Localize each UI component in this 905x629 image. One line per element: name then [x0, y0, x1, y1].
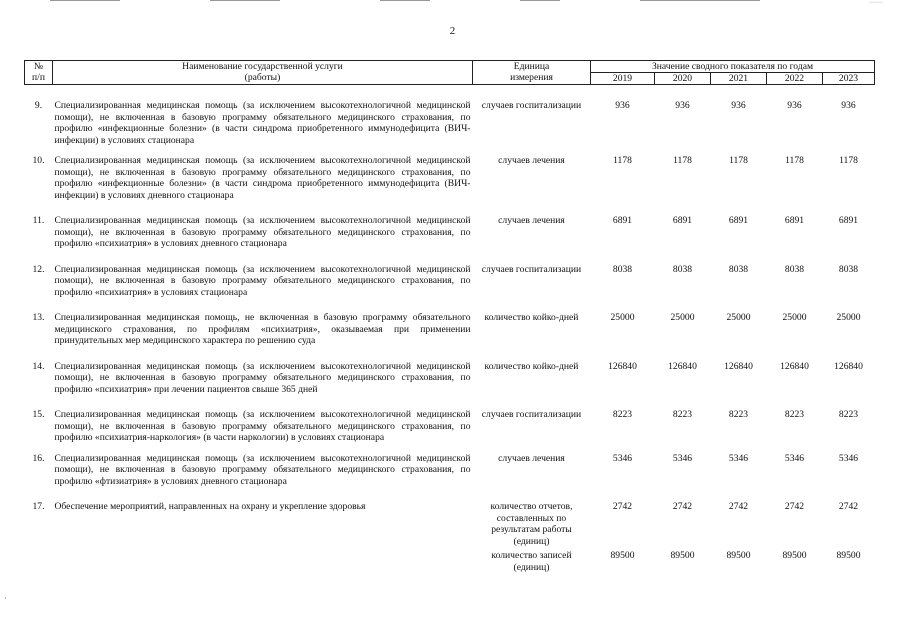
value-2019: 89500	[610, 550, 635, 561]
table-row	[25, 453, 875, 488]
value-2019: 5346	[612, 452, 633, 464]
header-year: 2023	[823, 73, 875, 85]
value-2021: 25000	[726, 312, 751, 323]
service-name: Специализированная медицинская помощь (за исключением высокотехнологичной медицинской помощи), не включенная в базовую программу обязательного медицинского страхования, по профилю «психиатрия» в условиях дневного стационара	[54, 215, 471, 249]
value-2019: 6891	[612, 215, 633, 226]
value-2023: 25000	[836, 312, 861, 323]
value-2022: 6891	[784, 215, 805, 226]
scan-edge-mark: ·······	[869, 0, 883, 6]
value-2021: 5346	[728, 452, 749, 464]
unit-of-measure: случаев госпитализации	[481, 409, 582, 420]
header-unit: Единица измерения	[473, 61, 591, 85]
value-2019: 2742	[612, 501, 633, 512]
value-2020: 1178	[673, 155, 692, 166]
unit-of-measure: количество отчетов, составленных по результатам работы (единиц)	[490, 501, 573, 547]
value-2023: 8038	[838, 263, 859, 275]
value-2022: 8038	[784, 263, 805, 275]
header-num: № п/п	[25, 61, 53, 85]
value-2022: 936	[787, 100, 802, 111]
value-2020: 8038	[672, 263, 693, 275]
value-2020: 89500	[670, 550, 695, 561]
table-header	[25, 61, 875, 85]
value-2022: 89500	[782, 550, 807, 561]
value-2021: 8038	[728, 263, 749, 275]
service-name: Специализированная медицинская помощь, не включенная в базовую программу обязательного медицинского страхования, по профилям «психиатрия», оказываемая при применении принудительных мер медицинского характера по решению суда	[54, 312, 471, 346]
table-row	[25, 361, 875, 396]
table-row	[25, 155, 875, 201]
services-table	[24, 60, 875, 573]
header-name: Наименование государственной услуги (работы)	[53, 61, 473, 85]
value-2019: 936	[615, 100, 630, 111]
value-2021: 1178	[729, 155, 748, 166]
header-year: 2019	[591, 73, 655, 85]
unit-of-measure: количество записей (единиц)	[491, 550, 572, 573]
scan-edge-line	[210, 0, 280, 1]
table-row	[25, 215, 875, 250]
value-2023: 1178	[839, 155, 858, 166]
unit-of-measure: количество койко-дней	[484, 312, 579, 323]
service-name: Специализированная медицинская помощь (за исключением высокотехнологичной медицинской помощи), не включенная в базовую программу обязательного медицинского страхования, по профилю «психиатрия» в условиях стационара	[54, 263, 471, 298]
value-2022: 5346	[784, 452, 805, 464]
value-2019: 1178	[613, 155, 632, 166]
row-number: 11.	[32, 215, 45, 226]
scan-dot: ·	[4, 594, 7, 603]
service-name: Специализированная медицинская помощь (за исключением высокотехнологичной медицинской помощи), не включенная в базовую программу обязательного медицинского страхования, по профилю «инфекционные болезни» (в части синдрома приобретенного иммунодефицита (ВИЧ-инфекции) в условиях стационара	[54, 100, 471, 146]
row-number: 17.	[32, 501, 45, 512]
value-2022: 126840	[780, 360, 809, 372]
value-2020: 2742	[672, 501, 693, 512]
header-years-group: Значение сводного показателя по годам	[591, 61, 875, 73]
unit-of-measure: случаев госпитализации	[481, 263, 582, 275]
value-2019: 126840	[608, 360, 637, 372]
value-2019: 8223	[612, 409, 633, 420]
value-2021: 126840	[724, 360, 753, 372]
header-year: 2020	[655, 73, 711, 85]
row-number: 16.	[32, 452, 45, 464]
service-name: Специализированная медицинская помощь (за исключением высокотехнологичной медицинской помощи), не включенная в базовую программу обязательного медицинского страхования, по профилю «фтизиатрия» в условиях дневного стационара	[54, 452, 471, 487]
row-number: 14.	[32, 360, 45, 372]
value-2019: 25000	[610, 312, 635, 323]
table-row	[25, 501, 875, 547]
value-2023: 2742	[838, 501, 859, 512]
service-name: Специализированная медицинская помощь (за исключением высокотехнологичной медицинской помощи), не включенная в базовую программу обязательного медицинского страхования, по профилю «психиатрия-наркология» (в части наркологии) в условиях стационара	[54, 409, 471, 443]
unit-of-measure: случаев лечения	[498, 155, 565, 166]
value-2023: 8223	[838, 409, 859, 420]
scan-edge-line	[50, 0, 120, 1]
value-2019: 8038	[612, 263, 633, 275]
value-2021: 8223	[728, 409, 749, 420]
value-2020: 5346	[672, 452, 693, 464]
value-2021: 89500	[726, 550, 751, 561]
row-number: 12.	[32, 263, 45, 275]
service-name: Специализированная медицинская помощь (за исключением высокотехнологичной медицинской помощи), не включенная в базовую программу обязательного медицинского страхования, по профилю «психиатрия» при лечении пациентов свыше 365 дней	[54, 360, 471, 395]
value-2020: 126840	[668, 360, 697, 372]
value-2020: 25000	[670, 312, 695, 323]
row-number: 13.	[32, 312, 45, 323]
row-number: 9.	[34, 100, 43, 111]
table-body	[25, 85, 875, 574]
value-2022: 2742	[784, 501, 805, 512]
value-2021: 6891	[728, 215, 749, 226]
scan-edge-line	[380, 0, 430, 1]
value-2023: 89500	[836, 550, 861, 561]
value-2022: 1178	[785, 155, 804, 166]
value-2020: 8223	[672, 409, 693, 420]
page-number: 2	[449, 25, 456, 37]
service-name: Обеспечение мероприятий, направленных на охрану и укрепление здоровья	[54, 501, 366, 512]
unit-of-measure: количество койко-дней	[484, 360, 579, 372]
value-2022: 8223	[784, 409, 805, 420]
unit-of-measure: случаев госпитализации	[481, 100, 582, 111]
table-row	[25, 100, 875, 146]
row-number: 10.	[32, 155, 45, 166]
value-2022: 25000	[782, 312, 807, 323]
scan-edge-line	[520, 0, 560, 1]
header-year: 2022	[767, 73, 823, 85]
value-2023: 936	[841, 100, 856, 111]
value-2021: 2742	[728, 501, 749, 512]
scan-edge-line	[640, 0, 760, 1]
value-2023: 5346	[838, 452, 859, 464]
value-2020: 6891	[672, 215, 693, 226]
value-2023: 126840	[834, 360, 863, 372]
value-2023: 6891	[838, 215, 859, 226]
table-row	[25, 312, 875, 347]
table-row	[25, 264, 875, 299]
table-row-continuation	[25, 547, 875, 573]
value-2020: 936	[675, 100, 690, 111]
value-2021: 936	[731, 100, 746, 111]
unit-of-measure: случаев лечения	[498, 452, 565, 464]
row-number: 15.	[32, 409, 45, 420]
header-year: 2021	[711, 73, 767, 85]
unit-of-measure: случаев лечения	[498, 215, 565, 226]
table-row	[25, 409, 875, 444]
service-name: Специализированная медицинская помощь (за исключением высокотехнологичной медицинской помощи), не включенная в базовую программу обязательного медицинского страхования, по профилю «инфекционные болезни» (в части синдрома приобретенного иммунодефицита (ВИЧ-инфекции) в условиях дневного стационара	[54, 155, 471, 201]
